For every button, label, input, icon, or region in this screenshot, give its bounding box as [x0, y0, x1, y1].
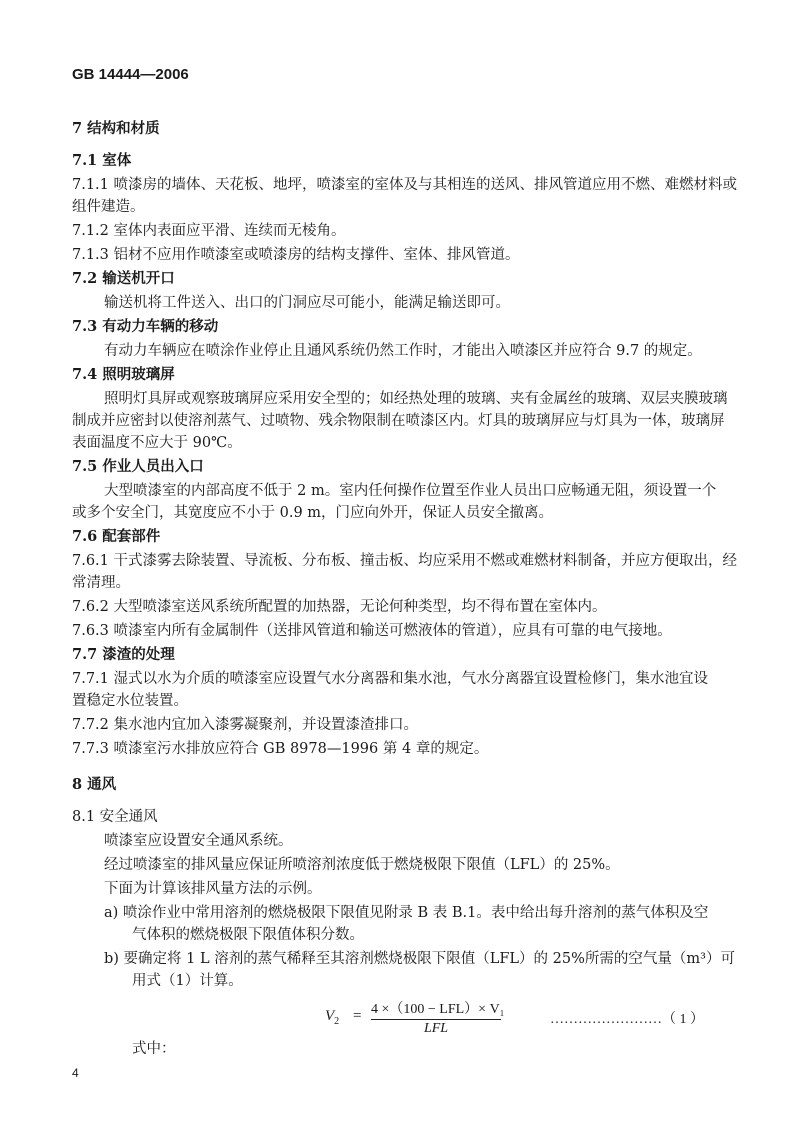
paragraph-line: 7.1.3 铝材不应用作喷漆室或喷漆房的结构支撑件、室体、排风管道。: [72, 247, 520, 263]
subsection-heading: 7.7 漆渣的处理: [72, 646, 175, 663]
formula-1: [325, 998, 800, 1038]
paragraph-line: 组件建造。: [72, 199, 145, 215]
standard-code: GB 14444—2006: [72, 66, 189, 83]
list-item-line: 气体积的燃烧极限下限值体积分数。: [132, 927, 364, 943]
paragraph-line: 经过喷漆室的排风量应保证所喷溶剂浓度低于燃烧极限下限值（LFL）的 25%。: [104, 857, 620, 873]
paragraph-line: 输送机将工件送入、出口的门洞应尽可能小，能满足输送即可。: [104, 295, 510, 311]
formula-equals: =: [353, 1008, 362, 1024]
subsection-heading: 7.5 作业人员出入口: [72, 458, 204, 475]
subsection-heading: 7.4 照明玻璃屏: [72, 366, 175, 383]
paragraph-line: 7.6.2 大型喷漆室送风系统所配置的加热器，无论何种类型，均不得布置在室体内。: [72, 599, 607, 615]
paragraph-line: 有动力车辆应在喷涂作业停止且通风系统仍然工作时，才能出入喷漆区并应符合 9.7 的规定。: [104, 343, 702, 359]
subsection-heading: 7.1 室体: [72, 152, 132, 169]
paragraph-line: 式中：: [132, 1041, 176, 1057]
paragraph-line: 或多个安全门，其宽度应不小于 0.9 m，门应向外开，保证人员安全撤离。: [72, 505, 554, 521]
subsection-heading: 7.2 输送机开口: [72, 270, 175, 287]
subsection-heading: 7.3 有动力车辆的移动: [72, 318, 219, 335]
paragraph-line: 照明灯具屏或观察玻璃屏应采用安全型的；如经热处理的玻璃、夹有金属丝的玻璃、双层夹膜玻璃: [104, 391, 728, 407]
list-item-line: a) 喷涂作业中常用溶剂的燃烧极限下限值见附录 B 表 B.1。表中给出每升溶剂的蒸气体积及空: [104, 905, 709, 921]
section-heading: 7 结构和材质: [72, 120, 160, 137]
formula-lhs: $V_2$: [325, 1008, 340, 1027]
list-item-line: 用式（1）计算。: [132, 973, 243, 989]
paragraph-line: 喷漆室应设置安全通风系统。: [104, 833, 293, 849]
paragraph-line: 7.7.1 湿式以水为介质的喷漆室应设置气水分离器和集水池，气水分离器宜设置检修门，集水池宜设: [72, 671, 708, 687]
formula-numerator: 4 ×（100 − LFL）× V₁: [371, 1002, 505, 1017]
page-number: 4: [72, 1066, 79, 1080]
paragraph-line: 7.6.3 喷漆室内所有金属制件（送排风管道和输送可燃液体的管道），应具有可靠的电气接地。: [72, 623, 672, 639]
paragraph-line: 7.7.2 集水池内宜加入漆雾凝聚剂，并设置漆渣排口。: [72, 717, 419, 733]
paragraph-line: 7.1.1 喷漆房的墙体、天花板、地坪，喷漆室的室体及与其相连的送风、排风管道应用不燃、难燃材料或: [72, 177, 737, 193]
paragraph-line: 表面温度不应大于 90℃。: [72, 435, 242, 451]
paragraph-line: 下面为计算该排风量方法的示例。: [104, 881, 322, 897]
list-item-line: b) 要确定将 1 L 溶剂的蒸气稀释至其溶剂燃烧极限下限值（LFL）的 25%所需的空气量（m³）可: [104, 951, 735, 967]
subsection-heading: 7.6 配套部件: [72, 528, 161, 545]
section-heading: 8 通风: [72, 776, 117, 793]
paragraph-line: 常清理。: [72, 575, 130, 591]
paragraph-line: 7.7.3 喷漆室污水排放应符合 GB 8978—1996 第 4 章的规定。: [72, 741, 489, 757]
formula-fraction: [371, 998, 505, 1037]
paragraph-line: 制成并应密封以使溶剂蒸气、过喷物、残余物限制在喷漆区内。灯具的玻璃屏应与灯具为一体，玻璃屏: [72, 413, 725, 429]
subsection-heading: 8.1 安全通风: [72, 809, 158, 825]
formula-denominator: LFL: [423, 1021, 449, 1036]
paragraph-line: 大型喷漆室的内部高度不低于 2 m。室内任何操作位置至作业人员出口应畅通无阻，须设置一个: [104, 483, 717, 499]
paragraph-line: 7.6.1 干式漆雾去除装置、导流板、分布板、撞击板、均应采用不燃或难燃材料制备，并应方便取出，经: [72, 553, 737, 569]
paragraph-line: 置稳定水位装置。: [72, 693, 188, 709]
paragraph-line: 7.1.2 室体内表面应平滑、连续而无棱角。: [72, 223, 346, 239]
fraction-bar: [371, 1019, 501, 1020]
equation-number: ……………………（ 1 ）: [550, 1012, 704, 1027]
